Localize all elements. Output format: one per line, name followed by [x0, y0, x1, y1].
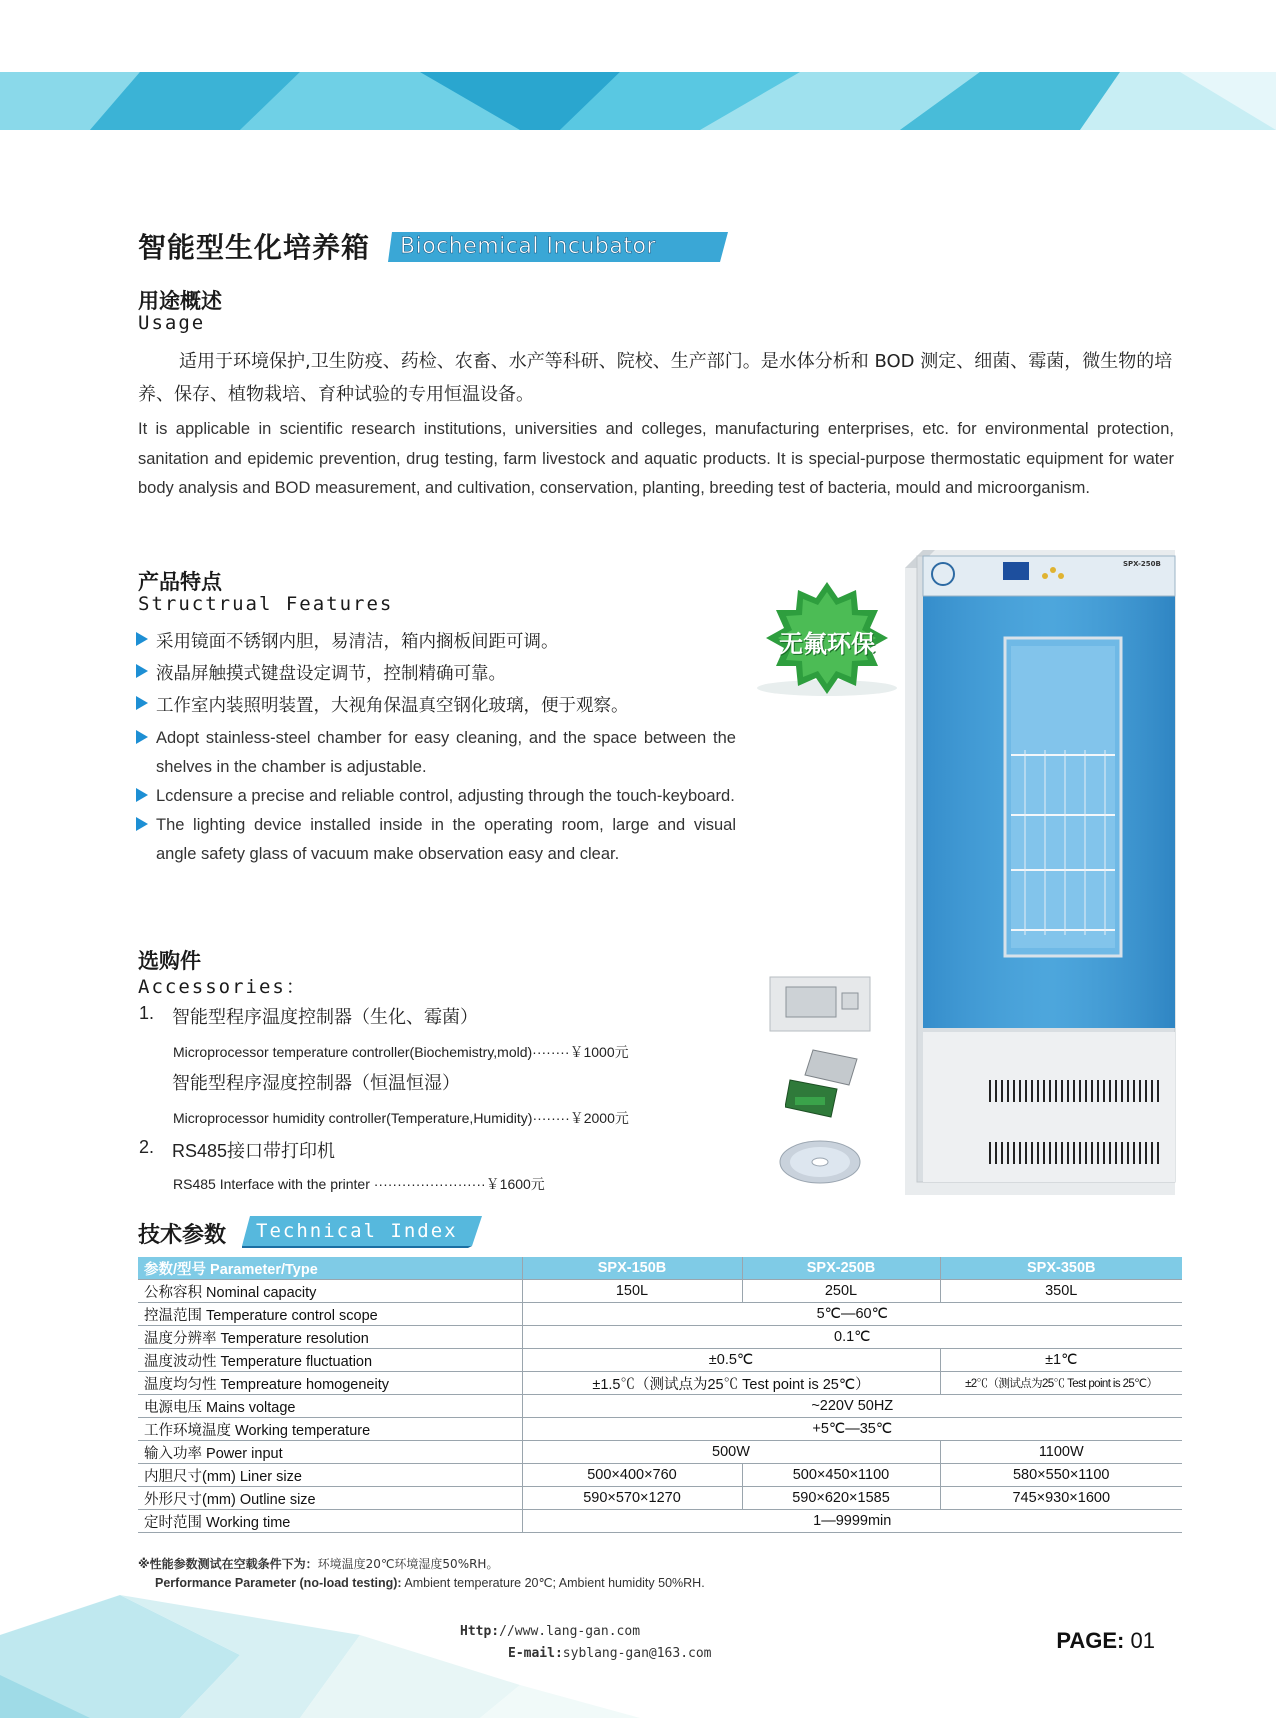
table-row [138, 1349, 1182, 1372]
title-en-tag [388, 232, 728, 262]
table-row [138, 1441, 1182, 1464]
table-cell: 温度均匀性 Tempreature homogeneity [138, 1372, 522, 1395]
table-cell: 输入功率 Power input [138, 1441, 522, 1464]
table-cell: ±1.5℃（测试点为25℃ Test point is 25℃） [522, 1372, 940, 1395]
footer-email-value[interactable]: syblang-gan@163.com [562, 1646, 712, 1661]
table-header-cell: 参数/型号 Parameter/Type [138, 1257, 522, 1280]
page-num: 01 [1130, 1628, 1155, 1653]
table-header-cell: SPX-250B [742, 1257, 940, 1280]
table-row [138, 1372, 1182, 1395]
footer-email [508, 1646, 712, 1661]
table-cell: 工作环境温度 Working temperature [138, 1418, 522, 1441]
table-row [138, 1510, 1182, 1533]
feature-item: 液晶屏触摸式键盘设定调节，控制精确可靠。 [136, 658, 736, 690]
table-cell: 590×570×1270 [522, 1487, 742, 1510]
table-row [138, 1303, 1182, 1326]
bullet-triangle-icon [136, 632, 148, 646]
table-row [138, 1395, 1182, 1418]
page-number [1056, 1628, 1155, 1654]
table-cell: 580×550×1100 [940, 1464, 1182, 1487]
features-heading-en: Structrual Features [138, 593, 394, 615]
table-cell: 公称容积 Nominal capacity [138, 1280, 522, 1303]
accessory-2-en: RS485 Interface with the printer ························￥1600元 [173, 1176, 545, 1192]
usage-text-en: It is applicable in scientific research institutions, universities and colleges, manufacturing enterprises, etc. for environmental protection, sanitation and epidemic prevention, drug testing, farm livestock and aquatic products. It is special-purpose thermostatic equipment for water body analysis and BOD measurement, and cultivation, conservation, planting, breeding test of bacteria, mould and microorganism. [138, 420, 1174, 497]
table-cell: 温度分辨率 Temperature resolution [138, 1326, 522, 1349]
feature-item: 采用镜面不锈钢内胆，易清洁，箱内搁板间距可调。 [136, 626, 736, 658]
table-header-row [138, 1257, 1182, 1280]
feature-item: 工作室内装照明装置，大视角保温真空钢化玻璃，便于观察。 [136, 690, 736, 722]
table-cell: 外形尺寸(mm) Outline size [138, 1487, 522, 1510]
table-cell: 500×450×1100 [742, 1464, 940, 1487]
usage-heading-cn: 用途概述 [138, 289, 222, 313]
table-cell: 1100W [940, 1441, 1182, 1464]
table-header-cell: SPX-350B [940, 1257, 1182, 1280]
tech-heading-en: Technical Index [256, 1220, 458, 1242]
note-en-bold: Performance Parameter (no-load testing): [155, 1576, 402, 1590]
tech-heading-tag [242, 1216, 482, 1248]
accessory-1-cn: 智能型程序温度控制器（生化、霉菌） [172, 1007, 478, 1027]
bullet-triangle-icon [136, 788, 148, 802]
bullet-triangle-icon [136, 664, 148, 678]
table-row [138, 1487, 1182, 1510]
feature-item: Adopt stainless-steel chamber for easy cleaning, and the space between the shelves in the chamber is adjustable. [136, 724, 736, 782]
table-cell: 电源电压 Mains voltage [138, 1395, 522, 1418]
note-cn-text: 环境温度20℃环境湿度50%RH。 [317, 1557, 499, 1571]
accessory-1-number: 1. [139, 1003, 155, 1023]
accessory-2-cn: RS485接口带打印机 [172, 1141, 336, 1161]
footer-url-label: Http: [460, 1624, 500, 1639]
footer-url-value[interactable]: //www.lang-gan.com [499, 1624, 641, 1639]
note-en [155, 1575, 705, 1590]
footer-url [460, 1624, 640, 1639]
accessories-heading-en: Accessories： [138, 976, 307, 998]
page-label: PAGE: [1056, 1628, 1125, 1653]
bullet-triangle-icon [136, 817, 148, 831]
table-cell: ±0.5℃ [522, 1349, 940, 1372]
accessory-1b-en: Microprocessor humidity controller(Temperature,Humidity)········￥2000元 [173, 1110, 629, 1126]
table-cell: 150L [522, 1280, 742, 1303]
bullet-triangle-icon [136, 696, 148, 710]
table-row [138, 1326, 1182, 1349]
table-cell: 5℃—60℃ [522, 1303, 1182, 1326]
features-list [136, 626, 736, 869]
footer-email-label: E-mail: [508, 1646, 563, 1661]
rs485-adapter-image [785, 1045, 865, 1120]
note-en-text: Ambient temperature 20℃; Ambient humidity 50%RH. [401, 1576, 705, 1590]
table-cell: ~220V 50HZ [522, 1395, 1182, 1418]
incubator-image [905, 550, 1180, 1195]
accessory-1b-cn: 智能型程序湿度控制器（恒温恒湿） [172, 1073, 460, 1093]
table-cell: 内胆尺寸(mm) Liner size [138, 1464, 522, 1487]
top-banner [0, 72, 1276, 130]
table-row [138, 1280, 1182, 1303]
table-row [138, 1418, 1182, 1441]
accessories-heading-cn: 选购件 [138, 949, 201, 973]
eco-badge [752, 580, 902, 700]
table-row [138, 1464, 1182, 1487]
printer-image [768, 975, 873, 1035]
table-cell: 500W [522, 1441, 940, 1464]
table-cell: 定时范围 Working time [138, 1510, 522, 1533]
bullet-triangle-icon [136, 730, 148, 744]
tech-table [138, 1257, 1182, 1533]
table-cell: ±2℃（测试点为25℃ Test point is 25℃） [940, 1372, 1182, 1395]
note-cn-bold: ※性能参数测试在空载条件下为： [138, 1557, 318, 1571]
table-header-cell: SPX-150B [522, 1257, 742, 1280]
feature-item: Lcdensure a precise and reliable control, adjusting through the touch-keyboard. [136, 782, 736, 811]
table-cell: 250L [742, 1280, 940, 1303]
accessory-1-en: Microprocessor temperature controller(Biochemistry,mold)········￥1000元 [173, 1044, 629, 1060]
table-cell: 0.1℃ [522, 1326, 1182, 1349]
page-title: 智能型生化培养箱 [138, 231, 371, 264]
table-cell: 745×930×1600 [940, 1487, 1182, 1510]
accessory-2-number: 2. [139, 1137, 155, 1157]
usage-heading-en: Usage [138, 312, 206, 334]
panel-model: SPX-250B [1123, 560, 1161, 568]
feature-item: The lighting device installed inside in the operating room, large and visual angle safety glass of vacuum make observation easy and clear. [136, 811, 736, 869]
table-cell: +5℃—35℃ [522, 1418, 1182, 1441]
cd-image [778, 1138, 863, 1186]
table-cell: 590×620×1585 [742, 1487, 940, 1510]
eco-badge-text: 无氟环保 [779, 630, 875, 658]
table-cell: 500×400×760 [522, 1464, 742, 1487]
table-cell: 控温范围 Temperature control scope [138, 1303, 522, 1326]
table-cell: ±1℃ [940, 1349, 1182, 1372]
table-cell: 温度波动性 Temperature fluctuation [138, 1349, 522, 1372]
features-heading-cn: 产品特点 [138, 570, 222, 594]
table-cell: 350L [940, 1280, 1182, 1303]
note-cn [138, 1555, 498, 1572]
usage-text-cn: 适用于环境保护,卫生防疫、药检、农畜、水产等科研、院校、生产部门。是水体分析和 BOD 测定、细菌、霉菌，微生物的培养、保存、植物栽培、育种试验的专用恒温设备。 [138, 351, 1173, 405]
table-cell: 1—9999min [522, 1510, 1182, 1533]
title-en: Biochemical Incubator [400, 234, 657, 259]
tech-heading-cn: 技术参数 [138, 1223, 227, 1248]
